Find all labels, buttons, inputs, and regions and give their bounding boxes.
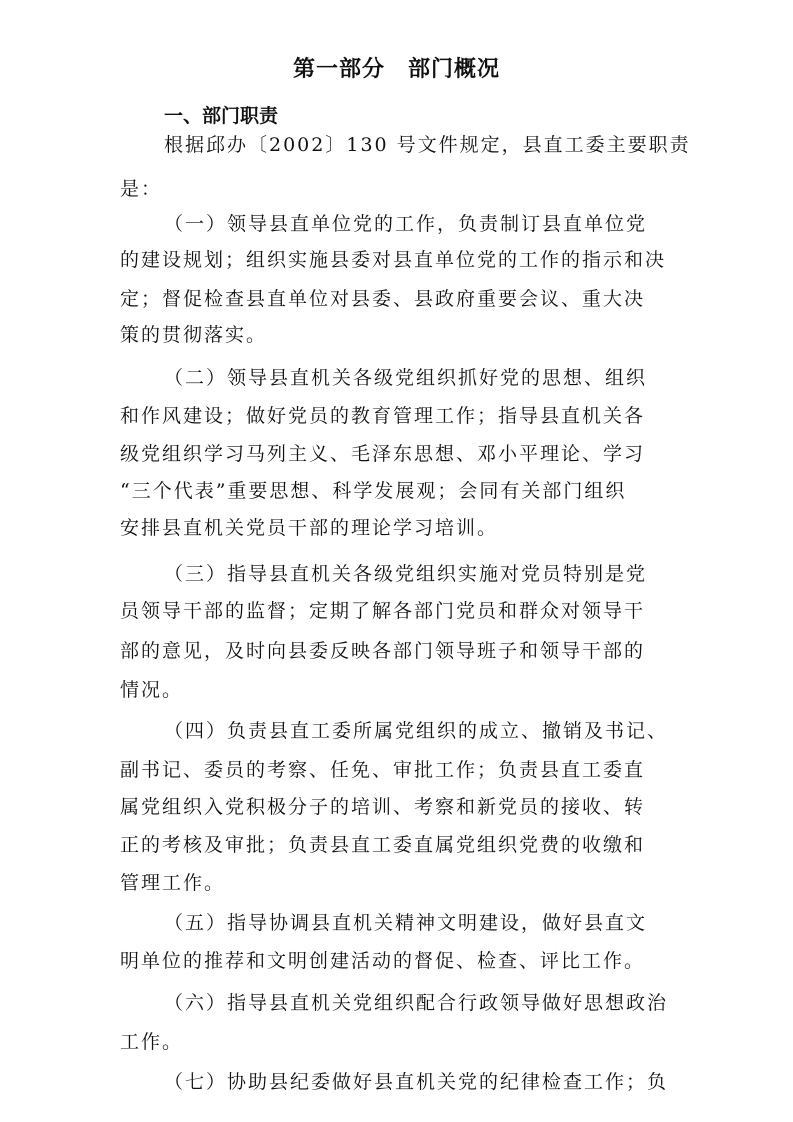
paragraph-line: 策的贯彻落实。 bbox=[120, 324, 268, 346]
paragraph-line: 正的考核及审批；负责县直工委直属党组织党费的收缴和 bbox=[120, 834, 646, 856]
paragraph-line: 副书记、委员的考察、任免、审批工作；负责县直工委直 bbox=[120, 759, 646, 781]
paragraph-line: “三个代表”重要思想、科学发展观；会同有关部门组织 bbox=[120, 480, 627, 502]
paragraph-line: 管理工作。 bbox=[120, 872, 226, 894]
paragraph-line: 定；督促检查县直单位对县委、县政府重要会议、重大决 bbox=[120, 288, 646, 310]
paragraph-line: 属党组织入党积极分子的培训、考察和新党员的接收、转 bbox=[120, 796, 646, 818]
paragraph-line: 员领导干部的监督；定期了解各部门党员和群众对领导干 bbox=[120, 600, 646, 622]
paragraph-line: （四）负责县直工委所属党组织的成立、撤销及书记、 bbox=[164, 720, 669, 742]
paragraph-line: （一）领导县直单位党的工作，负责制订县直单位党 bbox=[164, 213, 648, 235]
paragraph-line: 和作风建设；做好党员的教育管理工作；指导县直机关各 bbox=[120, 405, 646, 427]
paragraph-line: 部的意见，及时向县委反映各部门领导班子和领导干部的 bbox=[120, 640, 646, 662]
paragraph-line: 明单位的推荐和文明创建活动的督促、检查、评比工作。 bbox=[120, 950, 646, 972]
paragraph-line: 是： bbox=[120, 178, 163, 200]
paragraph-line: 情况。 bbox=[120, 679, 184, 701]
section-heading: 一、部门职责 bbox=[164, 105, 279, 127]
paragraph-line: （六）指导县直机关党组织配合行政领导做好思想政治 bbox=[164, 992, 669, 1014]
paragraph-line: 根据邱办〔2002〕130 号文件规定，县直工委主要职责 bbox=[164, 134, 691, 156]
paragraph-line: 安排县直机关党员干部的理论学习培训。 bbox=[120, 517, 499, 539]
paragraph-line: （五）指导协调县直机关精神文明建设，做好县直文 bbox=[164, 912, 648, 934]
paragraph-line: 的建设规划；组织实施县委对县直单位党的工作的指示和决 bbox=[120, 249, 667, 271]
paragraph-line: （三）指导县直机关各级党组织实施对党员特别是党 bbox=[164, 563, 648, 585]
paragraph-line: （七）协助县纪委做好县直机关党的纪律检查工作；负 bbox=[164, 1071, 669, 1093]
page-title: 第一部分 部门概况 bbox=[292, 57, 500, 82]
paragraph-line: 工作。 bbox=[120, 1031, 184, 1053]
paragraph-line: （二）领导县直机关各级党组织抓好党的思想、组织 bbox=[164, 367, 648, 389]
paragraph-line: 级党组织学习马列主义、毛泽东思想、邓小平理论、学习 bbox=[120, 443, 646, 465]
